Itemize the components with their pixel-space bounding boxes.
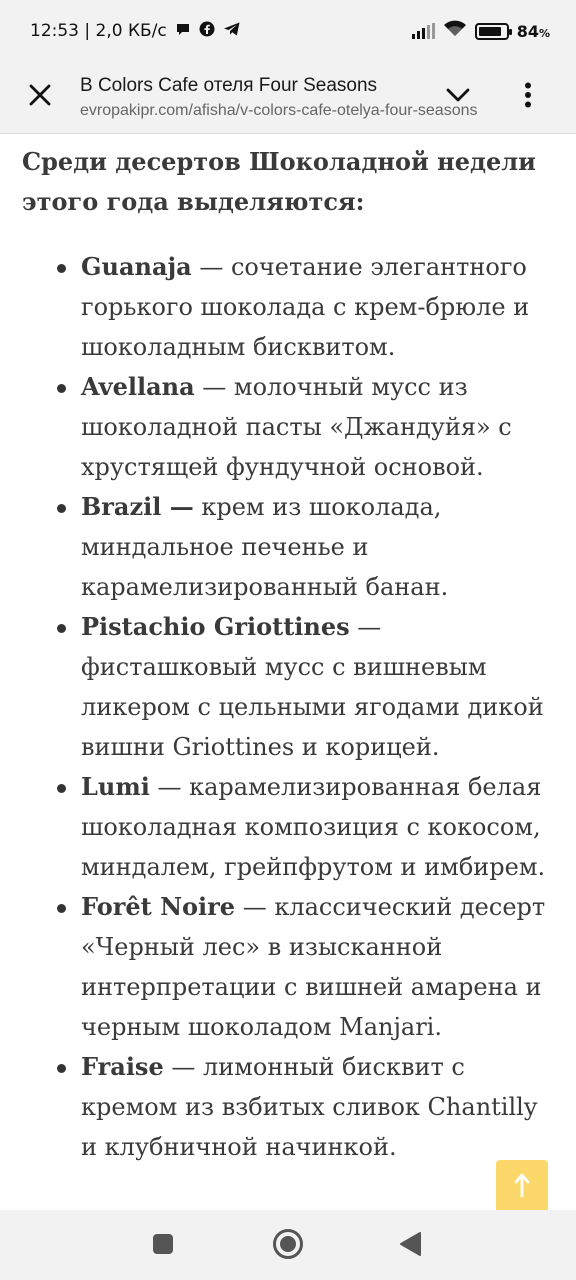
- chevron-down-icon: [446, 88, 470, 107]
- signal-icon: [412, 23, 435, 39]
- bullet-icon: [57, 1064, 66, 1073]
- list-item: [0, 887, 576, 1047]
- dessert-name: Lumi: [81, 772, 150, 801]
- page-url: evropakipr.com/afisha/v-colors-cafe-otelya-four-seasons: [80, 101, 478, 119]
- back-triangle-icon: [398, 1231, 422, 1262]
- more-vert-icon: [524, 82, 532, 113]
- close-button[interactable]: [0, 62, 80, 134]
- recents-square-icon: [152, 1233, 174, 1260]
- bullet-icon: [57, 784, 66, 793]
- dessert-name: Fraise: [81, 1052, 164, 1081]
- back-button[interactable]: [388, 1224, 432, 1268]
- chat-bubble-icon: [175, 21, 191, 41]
- dessert-name: Guanaja: [81, 252, 192, 281]
- intro-paragraph: Среди десертов Шоколадной недели этого года выделяются:: [22, 147, 536, 216]
- dessert-name: Brazil —: [81, 492, 194, 521]
- dessert-description: — классический десерт «Черный лес» в изысканной интерпретации с вишней амарена и черным шоколадом Manjari.: [81, 893, 546, 1041]
- dessert-description: крем из шоколада, миндальное печенье и карамелизированный банан.: [81, 493, 449, 601]
- battery-percent: 84%: [516, 21, 550, 41]
- home-button[interactable]: [266, 1224, 310, 1268]
- close-icon: [29, 84, 51, 111]
- status-right: [412, 20, 550, 42]
- bullet-icon: [57, 624, 66, 633]
- list-item: [0, 607, 576, 767]
- bullet-icon: [57, 264, 66, 273]
- more-options-button[interactable]: [498, 62, 558, 134]
- battery-fill: [479, 27, 501, 36]
- page-title: В Colors Cafe отеля Four Seasons: [80, 74, 378, 96]
- recents-button[interactable]: [141, 1224, 185, 1268]
- browser-toolbar: [0, 62, 576, 134]
- list-item: [0, 487, 576, 607]
- status-time-speed: 12:53 | 2,0 КБ/с: [30, 21, 167, 41]
- dessert-description: — фисташковый мусс с вишневым ликером с цельными ягодами дикой вишни Griottines и корицей.: [81, 613, 544, 761]
- list-item: [0, 1047, 576, 1167]
- page-info[interactable]: [80, 74, 478, 122]
- list-item: [0, 367, 576, 487]
- list-item: [0, 767, 576, 887]
- list-item: [0, 247, 576, 367]
- dessert-description: — карамелизированная белая шоколадная композиция с кокосом, миндалем, грейпфрутом и имбирем.: [81, 773, 546, 881]
- navigation-bar: [0, 1210, 576, 1280]
- dessert-name: Pistachio Griottines: [81, 612, 350, 641]
- dessert-name: Avellana: [81, 372, 195, 401]
- facebook-icon: [199, 21, 215, 41]
- dessert-name: Forêt Noire: [81, 892, 236, 921]
- dessert-list: [0, 247, 576, 1167]
- article-content[interactable]: [0, 134, 576, 1210]
- bullet-icon: [57, 904, 66, 913]
- bullet-icon: [57, 384, 66, 393]
- dessert-description: — лимонный бисквит с кремом из взбитых сливок Chantilly и клубничной начинкой.: [81, 1053, 538, 1161]
- dessert-description: — сочетание элегантного горького шоколада с крем-брюле и шоколадным бисквитом.: [81, 253, 530, 361]
- battery-icon: [475, 23, 509, 40]
- arrow-up-icon: [513, 1172, 531, 1203]
- telegram-icon: [223, 21, 241, 41]
- scroll-top-button[interactable]: [496, 1160, 548, 1214]
- status-left: [30, 21, 241, 41]
- wifi-icon: [443, 20, 467, 42]
- minimize-button[interactable]: [418, 62, 498, 134]
- dessert-description: — молочный мусс из шоколадной пасты «Джандуйя» с хрустящей фундучной основой.: [81, 373, 512, 481]
- status-bar: [0, 0, 576, 62]
- home-circle-icon: [272, 1228, 304, 1265]
- bullet-icon: [57, 504, 66, 513]
